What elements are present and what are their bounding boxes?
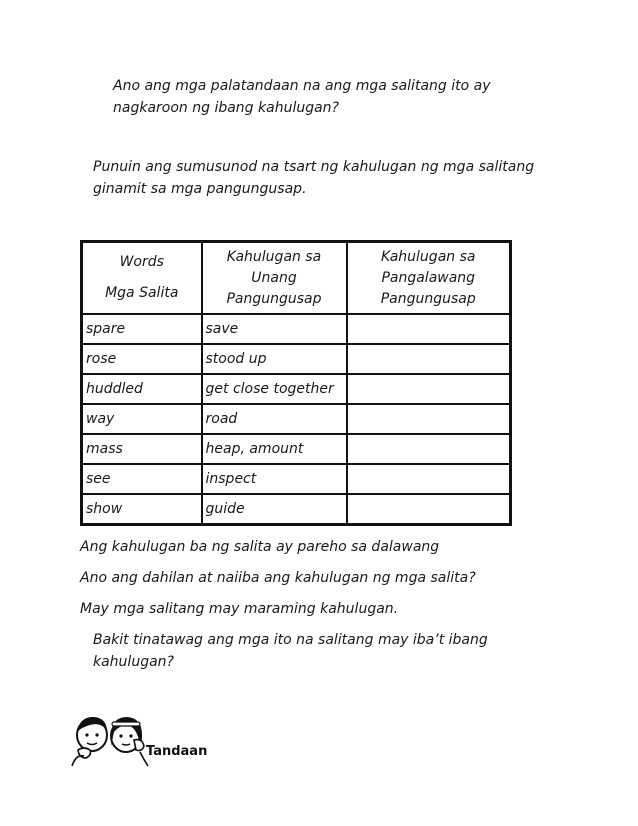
table-row	[82, 434, 511, 464]
word-cell: spare	[82, 314, 202, 344]
table-row	[82, 344, 511, 374]
follow-up-question-2: Ano ang dahilan at naiiba ang kahulugan ng mga salita?	[80, 570, 476, 586]
word-cell: rose	[82, 344, 202, 374]
instruction	[93, 156, 553, 200]
header-second-line-2: Pangalawang	[381, 269, 476, 286]
first-meaning-cell: guide	[202, 494, 347, 525]
second-meaning-cell[interactable]	[347, 374, 511, 404]
question-1-line-2: nagkaroon ng ibang kahulugan?	[113, 100, 339, 116]
first-meaning-cell: road	[202, 404, 347, 434]
table-row	[82, 374, 511, 404]
vocabulary-table	[80, 240, 512, 526]
question-2-line-2: kahulugan?	[93, 654, 174, 670]
second-meaning-cell[interactable]	[347, 434, 511, 464]
header-first-meaning	[202, 242, 347, 315]
follow-up-statement: May mga salitang may maraming kahulugan.	[80, 601, 399, 617]
second-meaning-cell[interactable]	[347, 404, 511, 434]
table-row	[82, 404, 511, 434]
header-words-line-2: Mga Salita	[105, 285, 179, 301]
question-1-line-1: Ano ang mga palatandaan na ang mga salitang ito ay	[113, 78, 491, 94]
word-cell: mass	[82, 434, 202, 464]
second-meaning-cell[interactable]	[347, 464, 511, 494]
table-row	[82, 464, 511, 494]
instruction-line-2: ginamit sa mga pangungusap.	[93, 181, 307, 197]
first-meaning-cell: stood up	[202, 344, 347, 374]
header-second-line-3: Pangungusap	[380, 290, 476, 307]
word-cell: see	[82, 464, 202, 494]
first-meaning-cell: inspect	[202, 464, 347, 494]
thinking-children-icon	[70, 708, 150, 768]
question-1	[113, 75, 553, 119]
word-cell: huddled	[82, 374, 202, 404]
instruction-line-1: Punuin ang sumusunod na tsart ng kahulugan ng mga salitang	[93, 159, 535, 175]
section-title-tandaan: Tandaan	[146, 744, 208, 759]
question-2	[93, 629, 523, 673]
header-first-line-2: Unang	[251, 269, 297, 286]
first-meaning-cell: heap, amount	[202, 434, 347, 464]
header-second-line-1: Kahulugan sa	[381, 248, 476, 265]
header-second-meaning	[347, 242, 511, 315]
follow-up-question-1: Ang kahulugan ba ng salita ay pareho sa dalawang	[80, 539, 440, 555]
header-first-line-1: Kahulugan sa	[226, 248, 322, 265]
header-first-line-3: Pangungusap	[226, 290, 322, 307]
first-meaning-cell: get close together	[202, 374, 347, 404]
header-words	[82, 242, 202, 315]
first-meaning-cell: save	[202, 314, 347, 344]
second-meaning-cell[interactable]	[347, 344, 511, 374]
second-meaning-cell[interactable]	[347, 314, 511, 344]
header-words-line-1: Words	[119, 254, 164, 270]
table-header-row	[82, 242, 511, 315]
table-row	[82, 314, 511, 344]
word-cell: way	[82, 404, 202, 434]
table-row	[82, 494, 511, 525]
question-2-line-1: Bakit tinatawag ang mga ito na salitang may iba’t ibang	[93, 632, 488, 648]
second-meaning-cell[interactable]	[347, 494, 511, 525]
word-cell: show	[82, 494, 202, 525]
